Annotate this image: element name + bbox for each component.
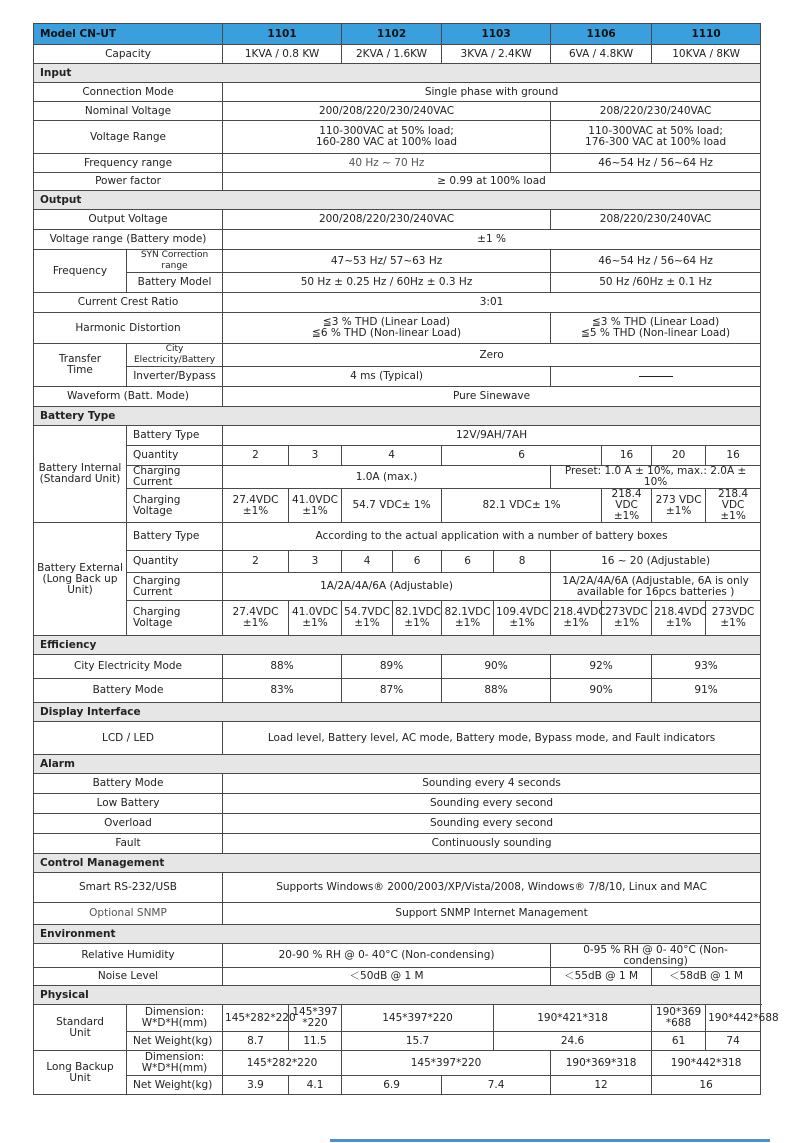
qty-cell: 8 [494, 551, 551, 573]
value-line: available for 16pcs batteries ) [576, 585, 735, 598]
row-label: Smart RS-232/USB [34, 873, 223, 903]
row-label: Frequency [34, 250, 127, 293]
section-control [34, 854, 761, 873]
table-row [34, 293, 761, 313]
model-label: Model CN-UT [34, 24, 223, 45]
voltage-value: 218.4VDC [553, 606, 606, 618]
table-row [34, 489, 761, 523]
efficiency-value: 83% [223, 679, 342, 703]
ups-spec-table [33, 23, 779, 1095]
table-row [34, 794, 761, 814]
dash-line [639, 376, 673, 377]
table-row [34, 722, 761, 755]
voltage-cell [289, 601, 342, 636]
voltage-tolerance: ±1% [509, 617, 535, 629]
voltage-tolerance: ±1% [563, 617, 589, 629]
row-value: 0-95 % RH @ 0- 40°C (Non-condensing) [551, 944, 761, 968]
row-value: Preset: 1.0 A ± 10%, max.: 2.0A ± 10% [551, 466, 761, 489]
voltage-value: 82.1VDC [395, 606, 442, 618]
label-line: (Standard Unit) [39, 473, 121, 485]
section-alarm [34, 755, 761, 774]
voltage-value: 109.4VDC [496, 606, 549, 618]
section-physical [34, 986, 761, 1005]
table-row [34, 968, 761, 986]
model-1110: 1110 [652, 24, 761, 45]
table-row [34, 873, 761, 903]
table-row [34, 102, 761, 121]
row-label: Output Voltage [34, 210, 223, 230]
value-line: *220 [302, 1017, 328, 1029]
section-efficiency [34, 636, 761, 655]
model-1106: 1106 [551, 24, 652, 45]
voltage-cell [706, 489, 761, 523]
table-row [34, 154, 761, 173]
value-line: 190*369 [655, 1006, 702, 1018]
table-row [34, 446, 761, 466]
weight-value: 74 [706, 1032, 761, 1051]
label-line: Long Backup [46, 1060, 114, 1073]
section-title: Physical [34, 986, 761, 1005]
efficiency-value: 93% [652, 655, 761, 679]
voltage-tolerance: ±1% [454, 617, 481, 629]
sub-label [127, 1051, 223, 1076]
qty-cell: 16 [706, 446, 761, 466]
label-line: Time [67, 364, 93, 376]
efficiency-value: 89% [342, 655, 442, 679]
section-input [34, 64, 761, 83]
row-value: 50 Hz /60Hz ± 0.1 Hz [551, 273, 761, 293]
sub-label: Charging Voltage [127, 601, 223, 636]
voltage-tolerance: ±1% [665, 504, 692, 517]
table-row [34, 1032, 761, 1051]
section-output [34, 191, 761, 210]
dimension-value: 145*397*220 [342, 1051, 551, 1076]
row-label [34, 344, 127, 387]
qty-cell: 6 [442, 446, 602, 466]
label-line: W*D*H(mm) [141, 1017, 208, 1029]
table-row [34, 679, 761, 703]
voltage-value: 27.4VDC [232, 493, 279, 506]
row-label [34, 523, 127, 636]
row-value: 47~53 Hz/ 57~63 Hz [223, 250, 551, 273]
sub-label: Battery Type [127, 523, 223, 551]
voltage-cell [223, 601, 289, 636]
footer-accent-line [330, 1139, 770, 1142]
row-value: 12V/9AH/7AH [223, 426, 761, 446]
row-label [34, 1051, 127, 1095]
row-label: Power factor [34, 173, 223, 191]
row-value: 46~54 Hz / 56~64 Hz [551, 154, 761, 173]
voltage-tolerance: ±1% [720, 617, 746, 629]
table-row [34, 551, 761, 573]
voltage-tolerance: ±1% [665, 617, 692, 629]
row-value: Zero [223, 344, 761, 367]
row-label: Voltage range (Battery mode) [34, 230, 223, 250]
row-label: Battery Mode [34, 774, 223, 794]
capacity-value: 1KVA / 0.8 KW [223, 45, 342, 64]
section-title: Efficiency [34, 636, 761, 655]
row-value: ≥ 0.99 at 100% load [223, 173, 761, 191]
qty-cell: 2 [223, 551, 289, 573]
row-label: LCD / LED [34, 722, 223, 755]
row-value: ＜58dB @ 1 M [652, 968, 761, 986]
table-row [34, 367, 761, 387]
voltage-tolerance: ±1% [242, 617, 269, 629]
value-line: 176-300 VAC at 100% load [585, 136, 727, 148]
efficiency-value: 91% [652, 679, 761, 703]
qty-cell: 16 ~ 20 (Adjustable) [551, 551, 761, 573]
weight-value: 11.5 [289, 1032, 342, 1051]
qty-cell: 3 [289, 446, 342, 466]
row-label: Optional SNMP [34, 903, 223, 925]
section-title: Display Interface [34, 703, 761, 722]
row-value: Sounding every 4 seconds [223, 774, 761, 794]
row-value: 208/220/230/240VAC [551, 210, 761, 230]
value-line: ≦6 % THD (Non-linear Load) [312, 327, 462, 339]
row-label [34, 1005, 127, 1051]
weight-value: 24.6 [494, 1032, 652, 1051]
qty-cell: 4 [342, 551, 393, 573]
row-value: 1.0A (max.) [223, 466, 551, 489]
section-title: Input [34, 64, 761, 83]
row-value: ±1 % [223, 230, 761, 250]
capacity-value: 6VA / 4.8KW [551, 45, 652, 64]
sub-label: Net Weight(kg) [127, 1032, 223, 1051]
row-value: 1A/2A/4A/6A (Adjustable) [223, 573, 551, 601]
row-value: Single phase with ground [223, 83, 761, 102]
row-value: 20-90 % RH @ 0- 40°C (Non-condensing) [223, 944, 551, 968]
qty-cell: 3 [289, 551, 342, 573]
voltage-cell [602, 489, 652, 523]
value-line: ≦3 % THD (Linear Load) [322, 316, 451, 328]
weight-value: 16 [652, 1076, 761, 1095]
capacity-label: Capacity [34, 45, 223, 64]
sub-label: SYN Correction range [127, 250, 223, 273]
table-row [34, 573, 761, 601]
efficiency-value: 88% [223, 655, 342, 679]
model-1101: 1101 [223, 24, 342, 45]
section-title: Control Management [34, 854, 761, 873]
voltage-value: 54.7VDC [344, 606, 391, 618]
voltage-tolerance: ±1% [302, 617, 328, 629]
voltage-value: 273VDC [605, 606, 648, 618]
value-line: 110-300VAC at 50% load; [319, 125, 454, 137]
dimension-value: 190*442*688 [706, 1005, 761, 1032]
row-value [551, 367, 761, 387]
label-line: Battery Internal [38, 462, 122, 474]
sub-label [127, 1005, 223, 1032]
efficiency-value: 92% [551, 655, 652, 679]
table-row [34, 83, 761, 102]
voltage-value: 218.4 VDC [718, 488, 749, 511]
efficiency-value: 90% [442, 655, 551, 679]
dimension-value: 145*282*220 [223, 1005, 289, 1032]
table-row [34, 834, 761, 854]
qty-cell: 2 [223, 446, 289, 466]
row-value [551, 121, 761, 154]
voltage-cell [652, 489, 706, 523]
capacity-value: 2KVA / 1.6KW [342, 45, 442, 64]
capacity-value: 3KVA / 2.4KW [442, 45, 551, 64]
voltage-tolerance: ±1% [242, 504, 269, 517]
row-value: Sounding every second [223, 794, 761, 814]
dimension-value: 190*369*318 [551, 1051, 652, 1076]
voltage-cell [223, 489, 289, 523]
table-row [34, 601, 761, 636]
row-value [223, 121, 551, 154]
section-title: Battery Type [34, 407, 761, 426]
row-value: 4 ms (Typical) [223, 367, 551, 387]
model-header-row [34, 24, 761, 45]
table-row [34, 313, 761, 344]
row-value: Sounding every second [223, 814, 761, 834]
dimension-value: 190*442*318 [652, 1051, 761, 1076]
table-row [34, 1051, 761, 1076]
table-row [34, 250, 761, 273]
sub-label: Charging Voltage [127, 489, 223, 523]
qty-cell: 4 [342, 446, 442, 466]
sub-label: Charging Current [127, 573, 223, 601]
voltage-cell [706, 601, 761, 636]
sub-label: Net Weight(kg) [127, 1076, 223, 1095]
voltage-cell [551, 601, 606, 636]
table-row [34, 387, 761, 407]
section-display [34, 703, 761, 722]
label-line: Standard [56, 1015, 104, 1028]
row-label: Low Battery [34, 794, 223, 814]
row-value: Continuously sounding [223, 834, 761, 854]
qty-cell: 20 [652, 446, 706, 466]
table-row [34, 426, 761, 446]
table-row [34, 774, 761, 794]
row-value: Pure Sinewave [223, 387, 761, 407]
row-label: Connection Mode [34, 83, 223, 102]
row-label: Waveform (Batt. Mode) [34, 387, 223, 407]
value-line: 145*397 [292, 1006, 338, 1018]
value-line: 110-300VAC at 50% load; [588, 125, 723, 137]
row-label: Voltage Range [34, 121, 223, 154]
voltage-value: 27.4VDC [232, 606, 279, 618]
voltage-value: 41.0VDC [292, 493, 339, 506]
qty-cell: 6 [442, 551, 494, 573]
label-line: Battery External [37, 561, 123, 574]
table-row [34, 273, 761, 293]
voltage-tolerance: ±1% [302, 504, 328, 517]
voltage-tolerance: ±1% [613, 617, 640, 629]
sub-label: City Electricity/Battery [127, 344, 223, 367]
row-value: 208/220/230/240VAC [551, 102, 761, 121]
voltage-cell [494, 601, 551, 636]
weight-value: 12 [551, 1076, 652, 1095]
table-row [34, 121, 761, 154]
qty-cell: 6 [393, 551, 442, 573]
row-label: Fault [34, 834, 223, 854]
label-line: Unit [69, 1071, 91, 1084]
row-value: 3:01 [223, 293, 761, 313]
dimension-value: 145*282*220 [223, 1051, 342, 1076]
section-title: Alarm [34, 755, 761, 774]
value-line: *688 [665, 1017, 692, 1029]
row-value: Support SNMP Internet Management [223, 903, 761, 925]
sub-label: Inverter/Bypass [127, 367, 223, 387]
table-row [34, 344, 761, 367]
label-line: (Long Back up Unit) [42, 572, 118, 596]
row-label [34, 426, 127, 523]
row-value: ＜50dB @ 1 M [223, 968, 551, 986]
dimension-value: 145*397*220 [342, 1005, 494, 1032]
section-battery [34, 407, 761, 426]
voltage-value: 218.4 VDC [611, 488, 642, 511]
voltage-value: 273 VDC [655, 493, 702, 506]
table-row [34, 944, 761, 968]
row-value: According to the actual application with a number of battery boxes [223, 523, 761, 551]
voltage-cell [652, 601, 706, 636]
section-title: Environment [34, 925, 761, 944]
sub-label: Charging Current [127, 466, 223, 489]
value-line: ≦5 % THD (Non-linear Load) [581, 327, 731, 339]
sub-label: Battery Type [127, 426, 223, 446]
row-label: Current Crest Ratio [34, 293, 223, 313]
label-line: Dimension: [144, 1006, 205, 1018]
qty-cell: 16 [602, 446, 652, 466]
voltage-tolerance: ±1% [404, 617, 430, 629]
row-label: Noise Level [34, 968, 223, 986]
voltage-cell: 82.1 VDC± 1% [442, 489, 602, 523]
weight-value: 7.4 [442, 1076, 551, 1095]
table-row [34, 1076, 761, 1095]
row-value: ＜55dB @ 1 M [551, 968, 652, 986]
table-row [34, 903, 761, 925]
efficiency-value: 87% [342, 679, 442, 703]
table-row [34, 655, 761, 679]
sub-label: Quantity [127, 551, 223, 573]
row-value [551, 573, 761, 601]
section-title: Output [34, 191, 761, 210]
table-row [34, 230, 761, 250]
row-value [551, 313, 761, 344]
capacity-value: 10KVA / 8KW [652, 45, 761, 64]
dimension-value [289, 1005, 342, 1032]
row-value [223, 313, 551, 344]
label-line: Dimension: [144, 1051, 205, 1063]
row-value: 40 Hz ~ 70 Hz [223, 154, 551, 173]
row-value: 50 Hz ± 0.25 Hz / 60Hz ± 0.3 Hz [223, 273, 551, 293]
row-label: Harmonic Distortion [34, 313, 223, 344]
dimension-value: 190*421*318 [494, 1005, 652, 1032]
table-row [34, 814, 761, 834]
voltage-tolerance: ±1% [720, 510, 746, 522]
voltage-value: 41.0VDC [292, 606, 339, 618]
weight-value: 3.9 [223, 1076, 289, 1095]
weight-value: 15.7 [342, 1032, 494, 1051]
table-row [34, 466, 761, 489]
weight-value: 6.9 [342, 1076, 442, 1095]
voltage-value: 218.4VDC [654, 606, 707, 618]
row-label: Overload [34, 814, 223, 834]
voltage-cell [289, 489, 342, 523]
table-row [34, 173, 761, 191]
voltage-tolerance: ±1% [354, 617, 380, 629]
table-row [34, 210, 761, 230]
row-value: 46~54 Hz / 56~64 Hz [551, 250, 761, 273]
row-value: 200/208/220/230/240VAC [223, 210, 551, 230]
weight-value: 61 [652, 1032, 706, 1051]
label-line: Unit [69, 1026, 91, 1039]
value-line: 160-280 VAC at 100% load [316, 136, 458, 148]
row-value: 200/208/220/230/240VAC [223, 102, 551, 121]
row-value: Supports Windows® 2000/2003/XP/Vista/2008, Windows® 7/8/10, Linux and MAC [223, 873, 761, 903]
capacity-row [34, 45, 761, 64]
value-line: ≦3 % THD (Linear Load) [591, 316, 720, 328]
voltage-cell [442, 601, 494, 636]
row-value: Load level, Battery level, AC mode, Battery mode, Bypass mode, and Fault indicators [223, 722, 761, 755]
sub-label: Battery Model [127, 273, 223, 293]
voltage-cell [342, 601, 393, 636]
weight-value: 4.1 [289, 1076, 342, 1095]
label-line: Transfer [58, 353, 102, 365]
row-label: City Electricity Mode [34, 655, 223, 679]
voltage-value: 273VDC [711, 606, 755, 618]
value-line: 1A/2A/4A/6A (Adjustable, 6A is only [562, 574, 749, 587]
weight-value: 8.7 [223, 1032, 289, 1051]
row-label: Battery Mode [34, 679, 223, 703]
row-label: Relative Humidity [34, 944, 223, 968]
voltage-tolerance: ±1% [613, 510, 640, 522]
label-line: W*D*H(mm) [141, 1062, 208, 1074]
voltage-cell: 54.7 VDC± 1% [342, 489, 442, 523]
model-1103: 1103 [442, 24, 551, 45]
dimension-value [652, 1005, 706, 1032]
row-label: Nominal Voltage [34, 102, 223, 121]
row-label: Frequency range [34, 154, 223, 173]
voltage-cell [393, 601, 442, 636]
table-row [34, 523, 761, 551]
table-row [34, 1005, 761, 1032]
efficiency-value: 90% [551, 679, 652, 703]
section-environment [34, 925, 761, 944]
efficiency-value: 88% [442, 679, 551, 703]
voltage-value: 82.1VDC [444, 606, 491, 618]
voltage-cell [602, 601, 652, 636]
sub-label: Quantity [127, 446, 223, 466]
model-1102: 1102 [342, 24, 442, 45]
